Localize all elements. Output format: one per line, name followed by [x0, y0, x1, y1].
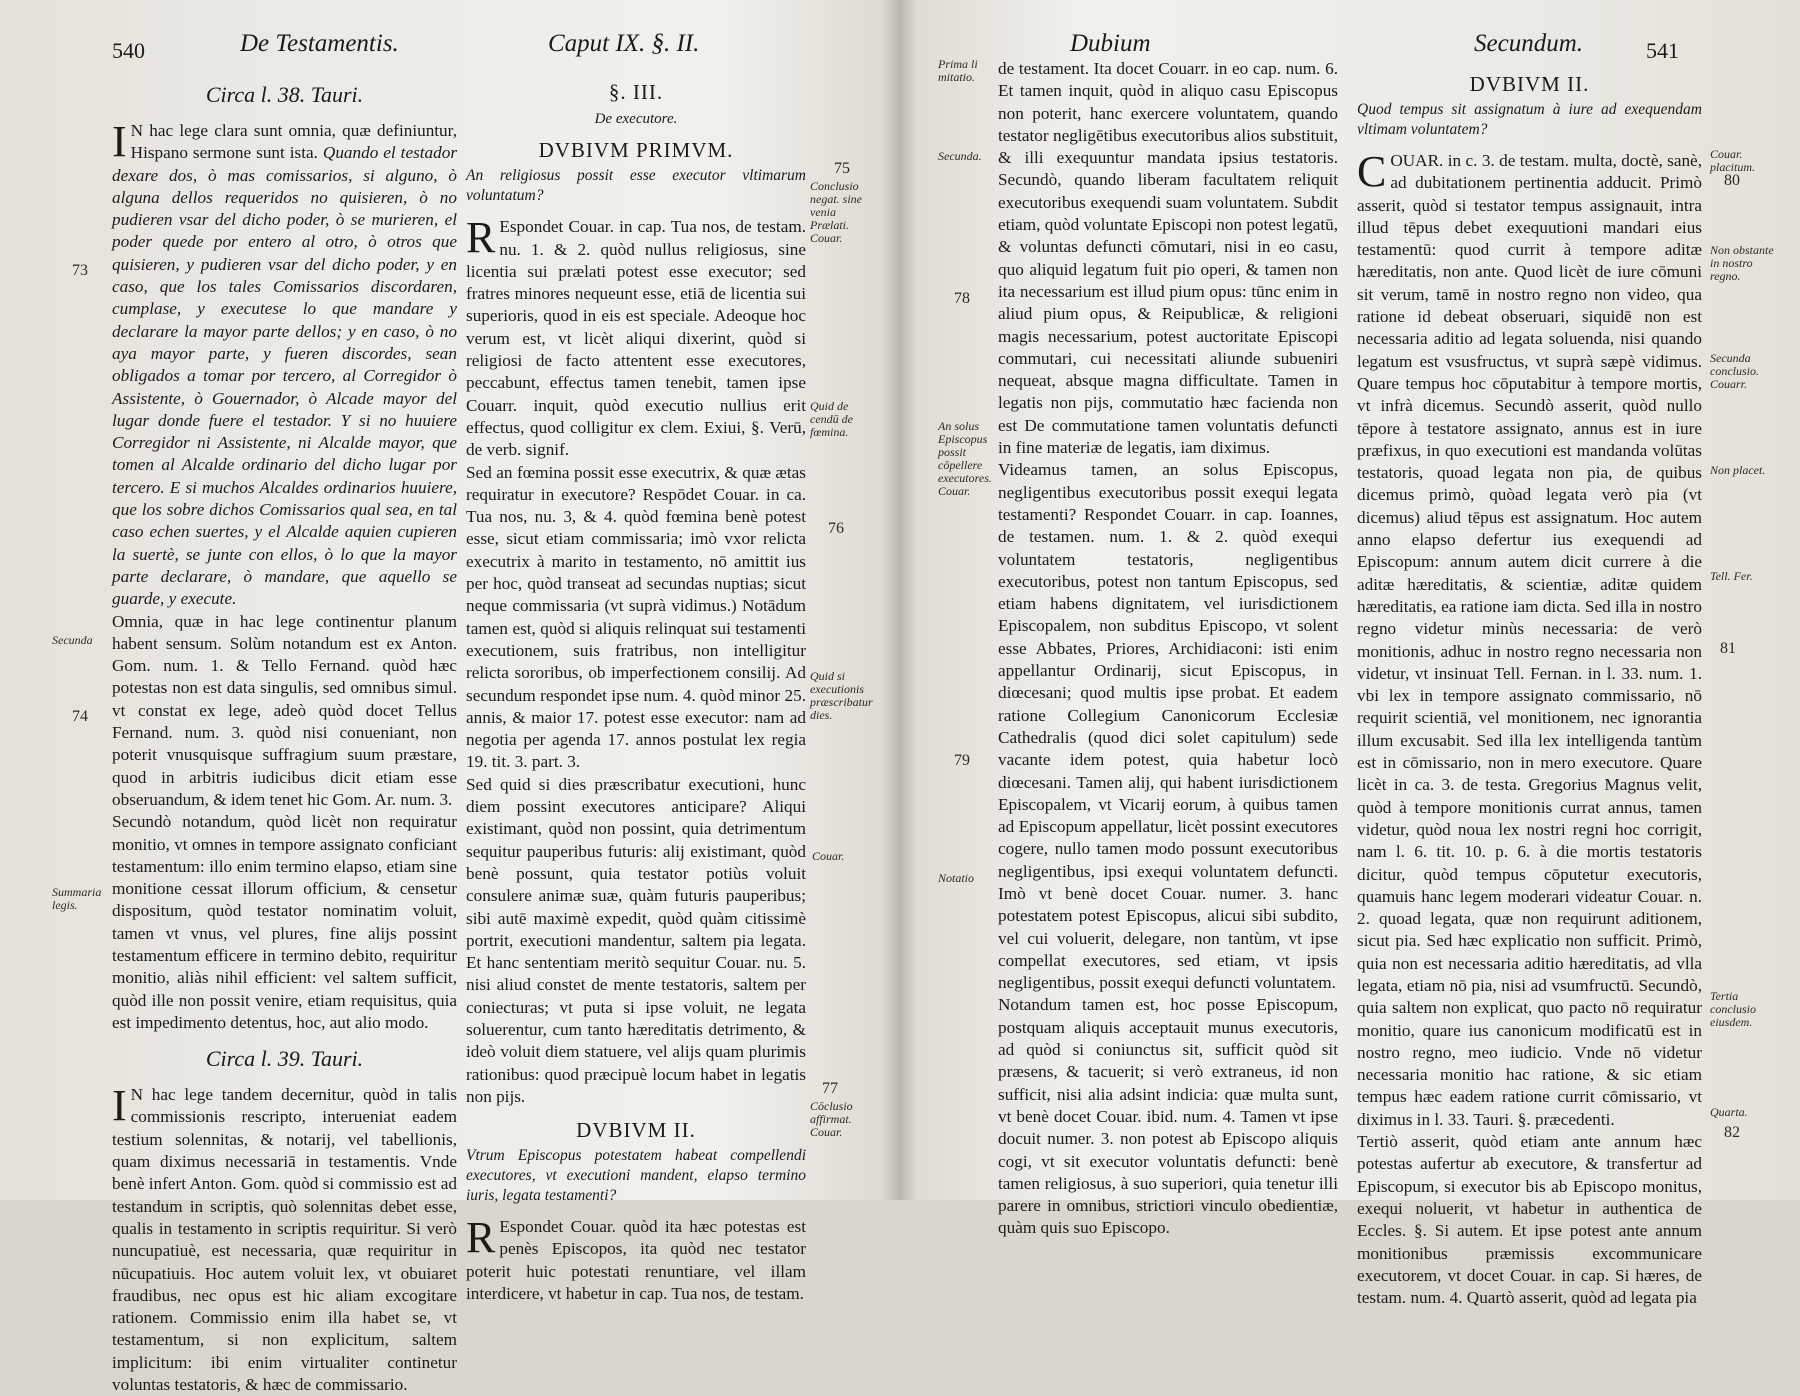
- margin-number: 75: [834, 160, 850, 177]
- margin-note: Non obstante in nostro regno.: [1710, 243, 1774, 283]
- margin-note: Notatio: [938, 871, 975, 885]
- dubium-question: An religiosus possit esse executor vltimarum voluntatum?: [466, 167, 806, 205]
- running-head: Secundum.: [1474, 30, 1583, 57]
- right-page: [902, 0, 1800, 1308]
- left-page: [0, 0, 898, 1395]
- section-heading: §. III.: [608, 80, 664, 104]
- paragraph: [466, 213, 806, 461]
- dubium-question: Quod tempus sit assignatum à iure ad exequendam vltimam voluntatem?: [1357, 101, 1702, 138]
- paragraph: Notandum tamen est, hoc posse Episcopum, postquam aliquis acceptauit munus executoris, ad quòd si coniunctus sit, sufficit quòd sit præsens, & tacuerit; si verò extraneus, id non sufficit, nisi alia adsint indicia: quæ multa sunt, vt benè docet Couar. ibid. num. 4. Tamen vt ipse docuit numer. 3. non potest ab Episcopo aliquis cogi, vt sit executor voluntatis defuncti: benè tamen religiosus, à suo superiori, quia tenetur illi parere in omnibus, strictiori vinculo obedientiæ, quàm quis suo Episcopo.: [998, 995, 1338, 1238]
- margin-number: 81: [1720, 640, 1736, 657]
- margin-note: Conclusio negat. sine venia Prælati. Couar.: [810, 179, 862, 245]
- paragraph: de testament. Ita docet Couarr. in eo cap. num. 6. Et tamen inquit, quòd in aliquo casu Episcopus non poterit, hanc exercere voluntatem, quando testator negligētibus executoribus alios substituit, & illi exequuntur mandata ipsius testatoris. Secundò, quando liberam facultatem reliquit executoribus exequendi suam voluntatem. Subdit etiam, quòd voluntate Episcopi non potest legatū, & voluntas defuncti cōmutari, nisi in eo casu, quo aliquid legatum fuit pio operi, & tamen non ita necessarium est illud pium opus: tūnc enim in aliud pium opus, & Reipublicæ, & religioni magis necessarium, potest auctoritate Episcopi commutari, cui necessitati aliunde subueniri nequeat, absque magna difficultate. Tamen in legatis non pijs, commutatio hæc facienda non est De commutatione tamen voluntatis defuncti in fine materiæ de legatis, iam diximus.: [998, 59, 1338, 458]
- chapter-title: Circa l. 39. Tauri.: [205, 1046, 364, 1072]
- margin-number: 82: [1724, 1124, 1740, 1141]
- margin-note: Quid si executionis præscribatur dies.: [810, 669, 873, 722]
- margin-note: Secunda.: [938, 149, 982, 163]
- running-head: Caput IX. §. II.: [548, 30, 700, 57]
- margin-note: Couar.: [812, 849, 845, 863]
- margin-note: Non placet.: [1710, 463, 1766, 477]
- margin-note: Couar. placitum.: [1710, 147, 1755, 174]
- paragraph: Videamus tamen, an solus Episcopus, negligentibus executoribus possit exequi legata testamenti? Respondet Couarr. in cap. Ioannes, de testamen. num. 1. & 2. quòd exequi voluntatem testatoris, negligentibus executoribus, potest non tantum Episcopus, sed etiam habens dignitatem, vel iurisdictionem Episcopalem, non subditus Episcopo, vt solent esse Abbates, Priores, Archidiaconi: isti enim appellantur Ordinarij, sicut Episcopus, in diœcesani; quod multis ipse probat. Et eadem ratione Collegium Canonicorum Ecclesiæ Cathedralis (quod dici solet capitulum) sede vacante idem potest, quia habetur locò diœcesani. Tamen alij, qui habent iurisdictionem Episcopalem, vt Vicarij eorum, à quibus tamen ad Episcopum appellatur, licèt possint executores cogere, nullo tamen modo possunt executoribus negligentibus, ipsi exequi voluntatem defuncti. Imò vt benè docet Couar. numer. 3. hanc potestatem potest Episcopus, alicui sibi subdito, vel cui voluerit, delegare, non tantùm, vt ipse compellat executores, sed etiam, vt ipsis negligentibus, possit exequi defuncti voluntatem.: [998, 460, 1338, 993]
- paragraph: [112, 1081, 457, 1396]
- initial-letter: R: [466, 213, 496, 263]
- dubium-heading: DVBIVM PRIMVM.: [538, 138, 734, 163]
- margin-number: 77: [822, 1080, 838, 1097]
- margin-note: Tertia conclusio eiusdem.: [1710, 989, 1756, 1029]
- paragraph-text: N hac lege tandem decernitur, quòd in talis commissionis rescripto, interueniat eadem testium solennitas, & notarij, vel tabellionis, quam diximus necessariā in testamentis. Vnde benè infert Anton. Gom. quòd si commissio est ad testandum in scriptis, quò solennitas debet esse, qualis in testamento in scriptis requiritur. Si verò nuncupatiuè, est necessaria, quæ requiritur in nūcupatiuis. Hoc autem voluit lex, vt obuiaret fraudibus, nec opus est hic aliam excogitare rationem. Commissio enim illa habet se, vt testamentum, si non explicitum, saltem implicitum: ibi enim virtualiter continetur voluntas testatoris, & hæc de commissario.: [112, 1085, 457, 1395]
- text-column-2: [466, 72, 806, 1305]
- margin-note: Secunda: [52, 633, 93, 647]
- paragraph: [1357, 147, 1702, 1131]
- paragraph-text: N hac lege clara sunt omnia, quæ definiuntur, Hispano sermone sunt ista.: [130, 121, 457, 163]
- margin-note: Prima li mitatio.: [938, 57, 978, 84]
- margin-number: 80: [1724, 172, 1740, 189]
- paragraph: [112, 117, 458, 611]
- section-subtitle: De executore.: [594, 111, 678, 127]
- chapter-title: Circa l. 38. Tauri.: [205, 82, 364, 107]
- text-column-1: [998, 58, 1338, 1240]
- initial-letter: R: [466, 1213, 496, 1263]
- paragraph-text: Espondet Couar. quòd ita hæc potestas est penès Episcopos, ita quòd nec testator poterit huic potestati renuntiare, vel illam interdicere, vt habetur in cap. Tua nos, de testam.: [466, 1217, 806, 1304]
- running-head: Dubium: [1070, 30, 1151, 57]
- dubium-heading: DVBIVM II.: [576, 1118, 696, 1143]
- dubium-question: Vtrum Episcopus potestatem habeat compellendi executores, vt executioni mandent, elapso termino iuris, legata testamenti?: [466, 1147, 806, 1205]
- initial-letter: I: [112, 117, 127, 166]
- paragraph-text: Espondet Couar. in cap. Tua nos, de testam. nu. 1. & 2. quòd nullus religiosus, sine licentia sui prælati potest esse executor; sed fratres minores nequeunt esse, etiā de licentia sui superioris, quod in eis est speciale. Adeoque hoc verum est, vt licèt aliqui dixerint, quòd si religiosi de facto attentent esse executores, peccabunt, effectus tamen tenebit, tamen ipse Couarr. inquit, quòd executio nullius erit effectus, quod colligitur ex clem. Exiui, §. Verū, de verb. signif.: [466, 217, 806, 460]
- margin-note: Cōclusio affirmat. Couar.: [810, 1099, 853, 1139]
- spanish-law-text: Quando el testador dexare dos, ò mas comissarios, si alguno, ò alguna dellos requeridos no quisieren, ò no pudieren vsar del dicho poder, ò se murieren, el poder quede por entero al otro, ò otros que quisieren, y pudieren vsar del dicho poder, y en caso, que los tales Comissarios discordaren, cumplase, y executese lo que mandare y declarare la mayor parte dellos; y en caso, ò no aya mayor parte, y fueren discordes, sean obligados a tomar por tercero, al Corregidor ò Assistente, ò Gouernador, ò Alcade mayor del lugar donde fuere el testador. Y si no huuiere Corregidor ni Assistente, ni Alcalde mayor, que tomen al Alcalde ordinario del dicho lugar por tercero. E si muchos Alcaldes ordinarios huuiere, que los sobre dichos Comissarios qual sea, en tal caso echen suertes, y el Alcalde aquien cupieren la suertè, se junte con ellos, ò lo que la mayor parte declarare, ò mandare, que aquello se guarde, y execute.: [112, 143, 458, 609]
- paragraph: Omnia, quæ in hac lege continentur planum habent sensum. Solùm notandum est ex Anton. Gom. num. 1. & Tello Fernand. quòd hæc potestas non est data singulis, sed omnibus simul. vt constat ex lege, adeò quòd docet Tellus Fernand. num. 3. quòd nisi conueniant, non poterit vnusquisque suffragium suum præstare, quod in arbitris iudicibus dicit etiam esse obseruandum, & idem tenet hic Gom. Ar. num. 3.: [112, 611, 457, 809]
- margin-note: Summaria legis.: [52, 885, 102, 912]
- margin-note: Quarta.: [1710, 1105, 1748, 1119]
- margin-number: 76: [828, 520, 844, 537]
- page-number: 541: [1646, 38, 1679, 63]
- margin-note: Secunda conclusio. Couarr.: [1710, 351, 1759, 391]
- paragraph: Secundò notandum, quòd licèt non requiratur monitio, vt omnes in tempore assignato conficiant testamentum: illo enim termino elapso, etiam sine monitione cessat illorum officium, & censetur dispositum, quòd testator nominatim voluit, tamen vt vnus, vel plures, fine alijs possint testamentum efficere in termino debito, requiritur monitio, aliàs nihil efficient: vel saltem sufficit, quòd ille non possit venire, etiam requisitus, quia est impedimento detentus, hoc, aut alio modo.: [112, 812, 457, 1032]
- margin-number: 73: [72, 262, 88, 279]
- margin-number: 74: [72, 708, 88, 725]
- margin-number: 79: [954, 752, 970, 769]
- initial-letter: I: [112, 1081, 127, 1131]
- text-column-2: [1357, 64, 1702, 1309]
- margin-note: An solus Episcopus possit cōpellere executores. Couar.: [938, 419, 992, 498]
- margin-note: Tell. Fer.: [1710, 569, 1753, 583]
- page-number: 540: [112, 38, 145, 63]
- paragraph-text: OUAR. in c. 3. de testam. multa, doctè, sanè, ad dubitationem pertinentia adducit. Primò asserit, quòd si testator tempus assignauit, intra illud tēpus debet exequutioni mandari eius testamentū: quod currit à tempore aditæ hæreditatis, non ante. Quod licèt de iure cōmuni sit verum, tamē in nostro regno non video, qua ratione id debeat obseruari, siquidē non est necessaria aditio ad legata soluenda, nisi quando legatum est vsusfructus, vt suprà sæpè vidimus. Quare tempus hoc cōputabitur à tempore mortis, vt infrà dicemus. Secundò asserit, quòd nullo tēpore à testatore assignato, annus est in iure præfixus, in quo executioni est mandanda volūtas testatoris, quoad legata non pia, de quibus dicemus primò, quòad legata verò pia (vt dicemus) aliud tēpus est assignatum. Hoc autem anno elapso defertur ius exequendi ad Episcopum: annum autem dicit currere à die aditæ hæreditatis, & scientiæ, aditæ quidem hæreditatis, ea ratione iam dicta. Sed illa in nostro regno videtur minùs necessaria: de verò monitionis, adhuc in nostro regno necessaria non videtur, vt insinuat Tell. Fernan. in l. 33. num. 1. vbi lex in tempore assignato commissario, nō requirit scientiā, vel monitionem, nec ignorantia illum excusabit. Sed illa lex intelligenda tantùm est in cōmissario, non in mero executore. Quare licèt in ca. 3. de testa. Gregorius Magnus velit, quòd à tempore monitionis currat annus, tamen videtur, quòd noua lex nostri regni hoc corrigit, nam l. 6. tit. 10. p. 6. à die mortis testatoris dicitur, quòd tempus cōputetur executoris, quamuis hanc legem moderari videatur Couar. n. 2. quoad legata, quæ non requirunt aditionem, sicut pia. Sed hæc explicatio non sufficit. Primò, quia non est necessaria aditio hæreditatis, ad vlla legata, etiam nō pia, nisi ad vsumfructū. Secundò, quia saltem non explicat, quo pacto nō requiratur monitio, quare ius canonicum modificatū est in nostro regno, meo iudicio. Vnde nō videtur necessaria monitio hac ratione, & sic etiam tempus hæc eadem ratione currit cōmissario, vt diximus in l. 33. Tauri. §. præcedenti.: [1357, 151, 1702, 1129]
- initial-letter: C: [1357, 147, 1387, 196]
- text-column-1: [112, 78, 457, 1396]
- running-head: De Testamentis.: [240, 30, 399, 57]
- paragraph: [466, 1213, 806, 1305]
- dubium-heading: DVBIVM II.: [1469, 72, 1590, 96]
- paragraph: Sed quid si dies præscribatur executioni, hunc diem possint executores anticipare? Aliqui existimant, quòd non possint, quia detrimentum sequitur pauperibus futuris: alij existimant, quòd benè possunt, quia testator potiùs voluit consulere animæ suæ, quàm futuris pauperibus; sibi autē maximè expedit, quòd quàm citissimè portrit, executioni mandentur, saltem pia legata. Et hanc sententiam meritò sequitur Couar. nu. 5. nisi aliud constet de mente testatoris, saltem per coniecturas; vt puta si ipse voluit, ne legata soluerentur, cum tanto hæreditatis detrimento, & ideò voluit diem statuere, vel alijs quam plurimis rationibus: quod præcipuè locum habet in legatis non pijs.: [466, 774, 806, 1106]
- paragraph: Sed an fœmina possit esse executrix, & quæ ætas requiratur in executore? Respōdet Couar. in ca. Tua nos, nu. 3, & 4. quòd fœmina benè potest esse, sicut etiam commissaria; imò vxor relicta executrix à marito in testamento, nō amittit ius per hoc, quòd transeat ad secundas nuptias; sicut neque commissaria (vt suprà vidimus.) Notādum tamen est, quòd si aliquis relinquat sui testamenti executionem, suis fratribus, non intelligitur relicta sororibus, ob imperfectionem consilij. Ad secundum respondet ipse num. 4. quòd minor 25. annis, & maior 17. potest esse executor: nam ad negotia per agenda 17. annos postulat lex regia 19. tit. 3. part. 3.: [466, 462, 806, 772]
- paragraph: Tertiò asserit, quòd etiam ante annum hæc potestas aufertur ab executore, & transfertur ad Episcopum, si executor bis ab Episcopo monitus, exequi noluerit, vt habetur in authentica de Eccles. §. Si autem. Et ipse potest ante annum monitionibus præmissis excommunicare executorem, vt docet Couar. in cap. Si hæres, de testam. num. 4. Quartò asserit, quòd ad legata pia: [1357, 1132, 1702, 1308]
- margin-note: Quid de cendū de fœmina.: [810, 399, 853, 439]
- margin-number: 78: [954, 290, 970, 307]
